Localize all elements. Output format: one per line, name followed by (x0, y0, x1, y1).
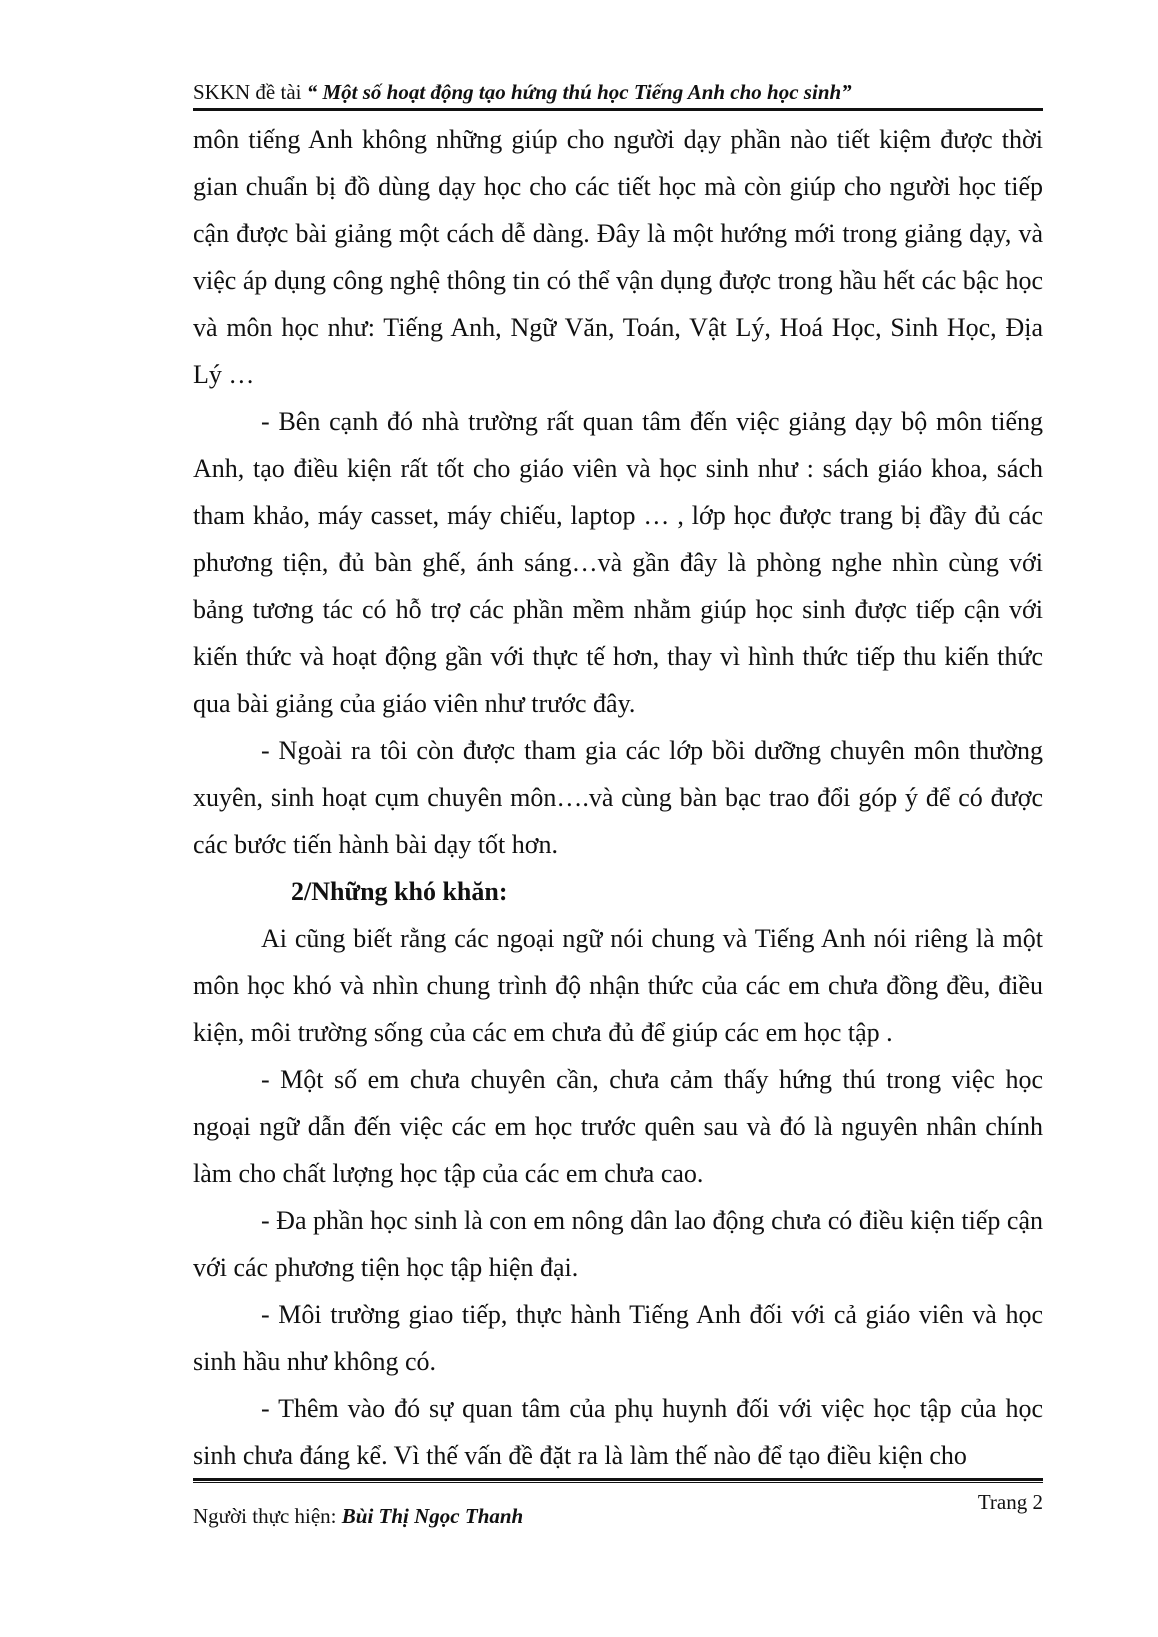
page-number: Trang 2 (977, 1490, 1043, 1514)
paragraph-difficulty-intro: Ai cũng biết rằng các ngoại ngữ nói chung và Tiếng Anh nói riêng là một môn học khó và nhìn chung trình độ nhận thức của các em chưa đồng đều, điều kiện, môi trường sống của các em chưa đủ để giúp các em học tập . (193, 924, 1043, 1047)
page-header (193, 78, 1043, 106)
author-label: Người thực hiện: (193, 1504, 342, 1528)
paragraph-training: - Ngoài ra tôi còn được tham gia các lớp bồi dưỡng chuyên môn thường xuyên, sinh hoạt cụm chuyên môn….và cùng bàn bạc trao đổi góp ý để có được các bước tiến hành bài dạy tốt hơn. (193, 736, 1043, 859)
footer-rule (193, 1478, 1043, 1483)
paragraph-difficulty-environment: - Môi trường giao tiếp, thực hành Tiếng Anh đối với cả giáo viên và học sinh hầu như không có. (193, 1300, 1043, 1376)
section-heading-difficulties: 2/Những khó khăn: (291, 877, 508, 906)
paragraph-continuation: môn tiếng Anh không những giúp cho người dạy phần nào tiết kiệm được thời gian chuẩn bị đồ dùng dạy học cho các tiết học mà còn giúp cho người học tiếp cận được bài giảng một cách dễ dàng. Đây là một hướng mới trong giảng dạy, và việc áp dụng công nghệ thông tin có thể vận dụng được trong hầu hết các bậc học và môn học như: Tiếng Anh, Ngữ Văn, Toán, Vật Lý, Hoá Học, Sinh Học, Địa Lý … (193, 125, 1043, 389)
header-rule (193, 108, 1043, 111)
header-title: “ Một số hoạt động tạo hứng thú học Tiếng Anh cho học sinh” (306, 80, 852, 104)
paragraph-difficulty-attendance: - Một số em chưa chuyên cần, chưa cảm thấy hứng thú trong việc học ngoại ngữ dẫn đến việc các em học trước quên sau và đó là nguyên nhân chính làm cho chất lượng học tập của các em chưa cao. (193, 1065, 1043, 1188)
author-name: Bùi Thị Ngọc Thanh (341, 1504, 524, 1528)
footer-author (193, 1502, 523, 1530)
paragraph-difficulty-parents: - Thêm vào đó sự quan tâm của phụ huynh đối với việc học tập của học sinh chưa đáng kể. Vì thế vấn đề đặt ra là làm thế nào để tạo điều kiện cho (193, 1394, 1043, 1470)
paragraph-school-support: - Bên cạnh đó nhà trường rất quan tâm đến việc giảng dạy bộ môn tiếng Anh, tạo điều kiện rất tốt cho giáo viên và học sinh như : sách giáo khoa, sách tham khảo, máy casset, máy chiếu, laptop … , lớp học được trang bị đầy đủ các phương tiện, đủ bàn ghế, ánh sáng…và gần đây là phòng nghe nhìn cùng với bảng tương tác có hỗ trợ các phần mềm nhằm giúp học sinh được tiếp cận với kiến thức và hoạt động gần với thực tế hơn, thay vì hình thức tiếp thu kiến thức qua bài giảng của giáo viên như trước đây. (193, 407, 1043, 718)
header-prefix: SKKN đề tài (193, 80, 307, 104)
document-body (193, 116, 1043, 1479)
paragraph-difficulty-resources: - Đa phần học sinh là con em nông dân lao động chưa có điều kiện tiếp cận với các phương tiện học tập hiện đại. (193, 1206, 1043, 1282)
